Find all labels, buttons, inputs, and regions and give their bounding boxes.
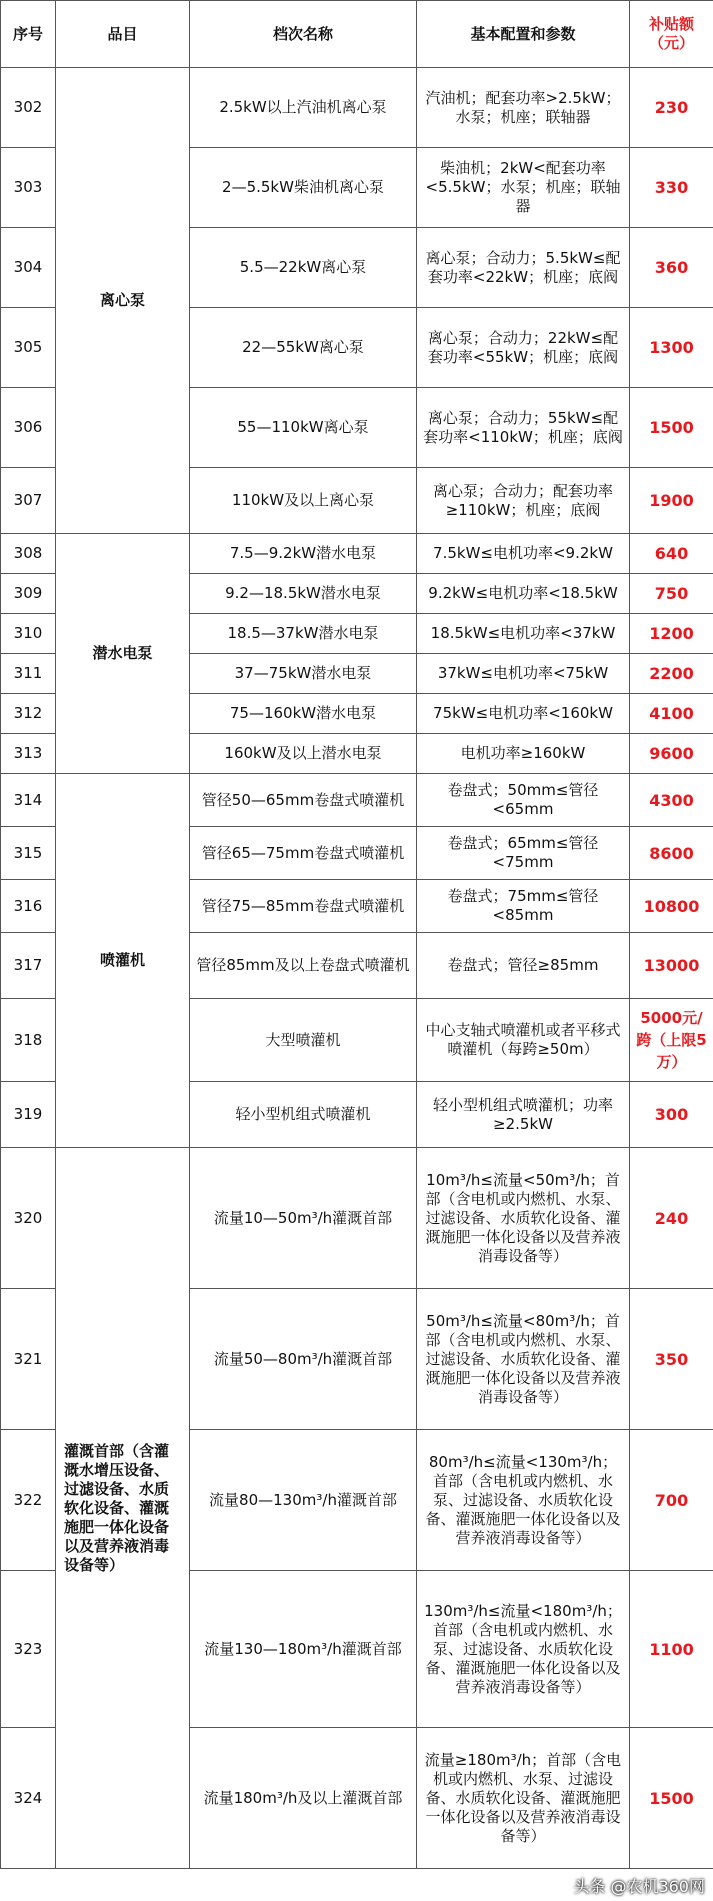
config-params: 中心支轴式喷灌机或者平移式喷灌机（每跨≥50m） (417, 999, 630, 1082)
config-params: 37kW≤电机功率<75kW (417, 654, 630, 694)
subsidy-amount: 360 (630, 228, 713, 308)
grade-name: 5.5—22kW离心泵 (190, 228, 417, 308)
config-params: 7.5kW≤电机功率<9.2kW (417, 534, 630, 574)
category-centrifugal: 离心泵 (56, 68, 190, 534)
subsidy-amount: 9600 (630, 734, 713, 774)
grade-name: 流量130—180m³/h灌溉首部 (190, 1571, 417, 1728)
row-number: 318 (1, 999, 56, 1082)
row-number: 313 (1, 734, 56, 774)
row-number: 323 (1, 1571, 56, 1728)
row-number: 315 (1, 827, 56, 880)
header-item: 品目 (56, 1, 190, 68)
grade-name: 2.5kW以上汽油机离心泵 (190, 68, 417, 148)
subsidy-amount: 750 (630, 574, 713, 614)
subsidy-amount: 10800 (630, 880, 713, 933)
category-submersible: 潜水电泵 (56, 534, 190, 774)
row-number: 314 (1, 774, 56, 827)
grade-name: 管径65—75mm卷盘式喷灌机 (190, 827, 417, 880)
subsidy-amount: 13000 (630, 933, 713, 999)
subsidy-amount: 330 (630, 148, 713, 228)
row-number: 307 (1, 468, 56, 534)
row-number: 312 (1, 694, 56, 734)
header-subsidy: 补贴额（元） (630, 1, 713, 68)
row-number: 322 (1, 1430, 56, 1571)
config-params: 离心泵；合动力；配套功率≥110kW；机座；底阀 (417, 468, 630, 534)
subsidy-amount: 8600 (630, 827, 713, 880)
config-params: 离心泵；合动力；22kW≤配套功率<55kW；机座；底阀 (417, 308, 630, 388)
subsidy-amount: 2200 (630, 654, 713, 694)
config-params: 柴油机；2kW<配套功率<5.5kW；水泵；机座；联轴器 (417, 148, 630, 228)
row-number: 306 (1, 388, 56, 468)
grade-name: 轻小型机组式喷灌机 (190, 1082, 417, 1148)
category-sprinkler: 喷灌机 (56, 774, 190, 1148)
header-no: 序号 (1, 1, 56, 68)
config-params: 离心泵；合动力；5.5kW≤配套功率<22kW；机座；底阀 (417, 228, 630, 308)
config-params: 流量≥180m³/h；首部（含电机或内燃机、水泵、过滤设备、水质软化设备、灌溉施肥一体化设备以及营养液消毒设备等） (417, 1728, 630, 1869)
row-number: 319 (1, 1082, 56, 1148)
row-number: 320 (1, 1148, 56, 1289)
config-params: 18.5kW≤电机功率<37kW (417, 614, 630, 654)
grade-name: 7.5—9.2kW潜水电泵 (190, 534, 417, 574)
subsidy-amount: 1200 (630, 614, 713, 654)
config-params: 卷盘式；50mm≤管径<65mm (417, 774, 630, 827)
row-number: 317 (1, 933, 56, 999)
subsidy-amount: 230 (630, 68, 713, 148)
config-params: 卷盘式；65mm≤管径<75mm (417, 827, 630, 880)
grade-name: 2—5.5kW柴油机离心泵 (190, 148, 417, 228)
config-params: 50m³/h≤流量<80m³/h；首部（含电机或内燃机、水泵、过滤设备、水质软化设备、灌溉施肥一体化设备以及营养液消毒设备等） (417, 1289, 630, 1430)
row-number: 324 (1, 1728, 56, 1869)
row-number: 309 (1, 574, 56, 614)
row-number: 303 (1, 148, 56, 228)
header-config: 基本配置和参数 (417, 1, 630, 68)
table-row (1, 68, 713, 148)
row-number: 305 (1, 308, 56, 388)
config-params: 离心泵；合动力；55kW≤配套功率<110kW；机座；底阀 (417, 388, 630, 468)
row-number: 302 (1, 68, 56, 148)
config-params: 80m³/h≤流量<130m³/h；首部（含电机或内燃机、水泵、过滤设备、水质软化设备、灌溉施肥一体化设备以及营养液消毒设备等） (417, 1430, 630, 1571)
header-grade: 档次名称 (190, 1, 417, 68)
subsidy-amount: 5000元/跨（上限5万） (630, 999, 713, 1082)
row-number: 321 (1, 1289, 56, 1430)
row-number: 316 (1, 880, 56, 933)
config-params: 130m³/h≤流量<180m³/h；首部（含电机或内燃机、水泵、过滤设备、水质软化设备、灌溉施肥一体化设备以及营养液消毒设备等） (417, 1571, 630, 1728)
grade-name: 9.2—18.5kW潜水电泵 (190, 574, 417, 614)
config-params: 电机功率≥160kW (417, 734, 630, 774)
grade-name: 160kW及以上潜水电泵 (190, 734, 417, 774)
subsidy-amount: 1500 (630, 1728, 713, 1869)
table-row (1, 534, 713, 574)
grade-name: 管径75—85mm卷盘式喷灌机 (190, 880, 417, 933)
subsidy-amount: 4300 (630, 774, 713, 827)
config-params: 卷盘式；管径≥85mm (417, 933, 630, 999)
row-number: 311 (1, 654, 56, 694)
grade-name: 18.5—37kW潜水电泵 (190, 614, 417, 654)
subsidy-amount: 240 (630, 1148, 713, 1289)
config-params: 75kW≤电机功率<160kW (417, 694, 630, 734)
subsidy-amount: 1500 (630, 388, 713, 468)
row-number: 308 (1, 534, 56, 574)
grade-name: 流量10—50m³/h灌溉首部 (190, 1148, 417, 1289)
subsidy-amount: 1300 (630, 308, 713, 388)
grade-name: 37—75kW潜水电泵 (190, 654, 417, 694)
subsidy-amount: 300 (630, 1082, 713, 1148)
subsidy-amount: 350 (630, 1289, 713, 1430)
subsidy-amount: 1900 (630, 468, 713, 534)
config-params: 卷盘式；75mm≤管径<85mm (417, 880, 630, 933)
grade-name: 流量80—130m³/h灌溉首部 (190, 1430, 417, 1571)
grade-name: 管径85mm及以上卷盘式喷灌机 (190, 933, 417, 999)
subsidy-amount: 1100 (630, 1571, 713, 1728)
config-params: 轻小型机组式喷灌机；功率≥2.5kW (417, 1082, 630, 1148)
grade-name: 大型喷灌机 (190, 999, 417, 1082)
grade-name: 22—55kW离心泵 (190, 308, 417, 388)
subsidy-amount: 4100 (630, 694, 713, 734)
header-row (1, 1, 713, 68)
grade-name: 75—160kW潜水电泵 (190, 694, 417, 734)
subsidy-amount: 640 (630, 534, 713, 574)
table-row (1, 774, 713, 827)
row-number: 310 (1, 614, 56, 654)
grade-name: 110kW及以上离心泵 (190, 468, 417, 534)
grade-name: 流量50—80m³/h灌溉首部 (190, 1289, 417, 1430)
category-irrigation: 灌溉首部（含灌溉水增压设备、过滤设备、水质软化设备、灌溉施肥一体化设备以及营养液消毒设备等） (56, 1148, 190, 1869)
row-number: 304 (1, 228, 56, 308)
config-params: 9.2kW≤电机功率<18.5kW (417, 574, 630, 614)
grade-name: 55—110kW离心泵 (190, 388, 417, 468)
config-params: 10m³/h≤流量<50m³/h；首部（含电机或内燃机、水泵、过滤设备、水质软化设备、灌溉施肥一体化设备以及营养液消毒设备等） (417, 1148, 630, 1289)
subsidy-amount: 700 (630, 1430, 713, 1571)
table-row (1, 1148, 713, 1289)
watermark: 头条 @农机360网 (573, 1877, 705, 1896)
grade-name: 流量180m³/h及以上灌溉首部 (190, 1728, 417, 1869)
config-params: 汽油机；配套功率>2.5kW；水泵；机座；联轴器 (417, 68, 630, 148)
grade-name: 管径50—65mm卷盘式喷灌机 (190, 774, 417, 827)
